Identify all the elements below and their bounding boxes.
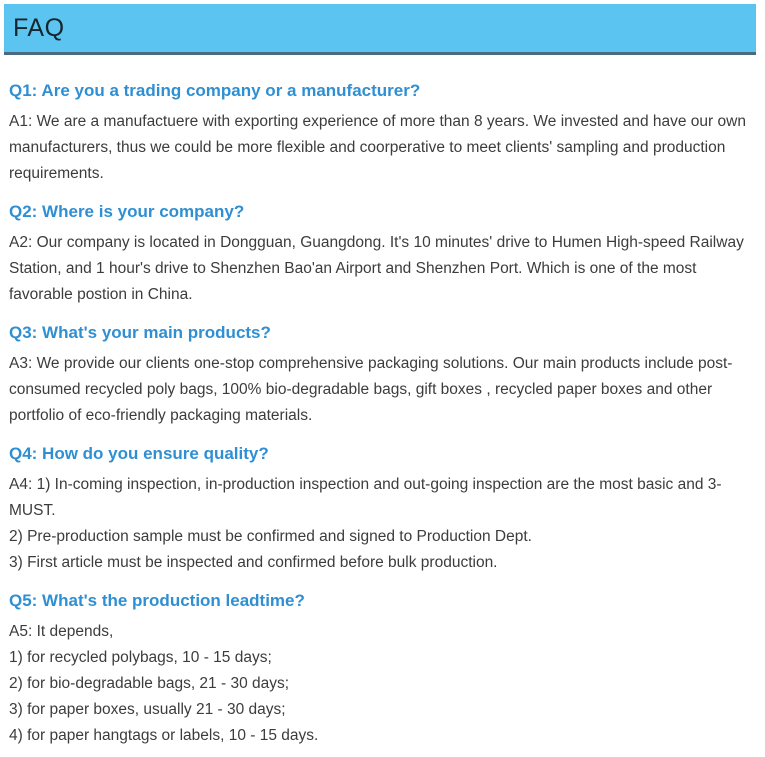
faq-answer-line: 3) for paper boxes, usually 21 - 30 days; (9, 701, 286, 718)
faq-answer-line: A5: It depends, (9, 623, 114, 640)
faq-question: Q2: Where is your company? (9, 202, 245, 221)
faq-question: Q5: What's the production leadtime? (9, 591, 305, 610)
faq-question: Q3: What's your main products? (9, 323, 271, 342)
faq-answer-line: 3) First article must be inspected and confirmed before bulk production. (9, 554, 498, 571)
faq-answer-line: 2) Pre-production sample must be confirmed and signed to Production Dept. (9, 528, 532, 545)
faq-question: Q4: How do you ensure quality? (9, 444, 269, 463)
faq-item-q3 (9, 321, 753, 429)
faq-header-bar (4, 4, 756, 55)
faq-item-q2 (9, 200, 753, 308)
faq-question: Q1: Are you a trading company or a manufacturer? (9, 81, 421, 100)
faq-answer-line: 1) for recycled polybags, 10 - 15 days; (9, 649, 272, 666)
faq-header-title: FAQ (13, 13, 65, 42)
faq-item-q1 (9, 79, 753, 187)
faq-answer-line: A2: Our company is located in Dongguan, Guangdong. It's 10 minutes' drive to Humen High-speed Railway Station, and 1 hour's drive to Shenzhen Bao'an Airport and Shenzhen Port. Which is one of the most favorable postion in China. (9, 234, 744, 303)
faq-answer-line: A3: We provide our clients one-stop comprehensive packaging solutions. Our main products include post-consumed recycled poly bags, 100% bio-degradable bags, gift boxes , recycled paper boxes and other portfolio of eco-friendly packaging materials. (9, 355, 733, 424)
faq-content (0, 79, 765, 757)
faq-answer-line: 4) for paper hangtags or labels, 10 - 15 days. (9, 727, 319, 744)
faq-item-q5 (9, 589, 753, 749)
faq-answer-line: 2) for bio-degradable bags, 21 - 30 days; (9, 675, 290, 692)
faq-answer-line: A4: 1) In-coming inspection, in-production inspection and out-going inspection are the most basic and 3-MUST. (9, 476, 722, 519)
faq-item-q4 (9, 442, 753, 576)
faq-answer-line: A1: We are a manufactuere with exporting experience of more than 8 years. We invested and have our own manufacturers, thus we could be more flexible and coorperative to meet clients' sampling and production requirements. (9, 113, 746, 182)
